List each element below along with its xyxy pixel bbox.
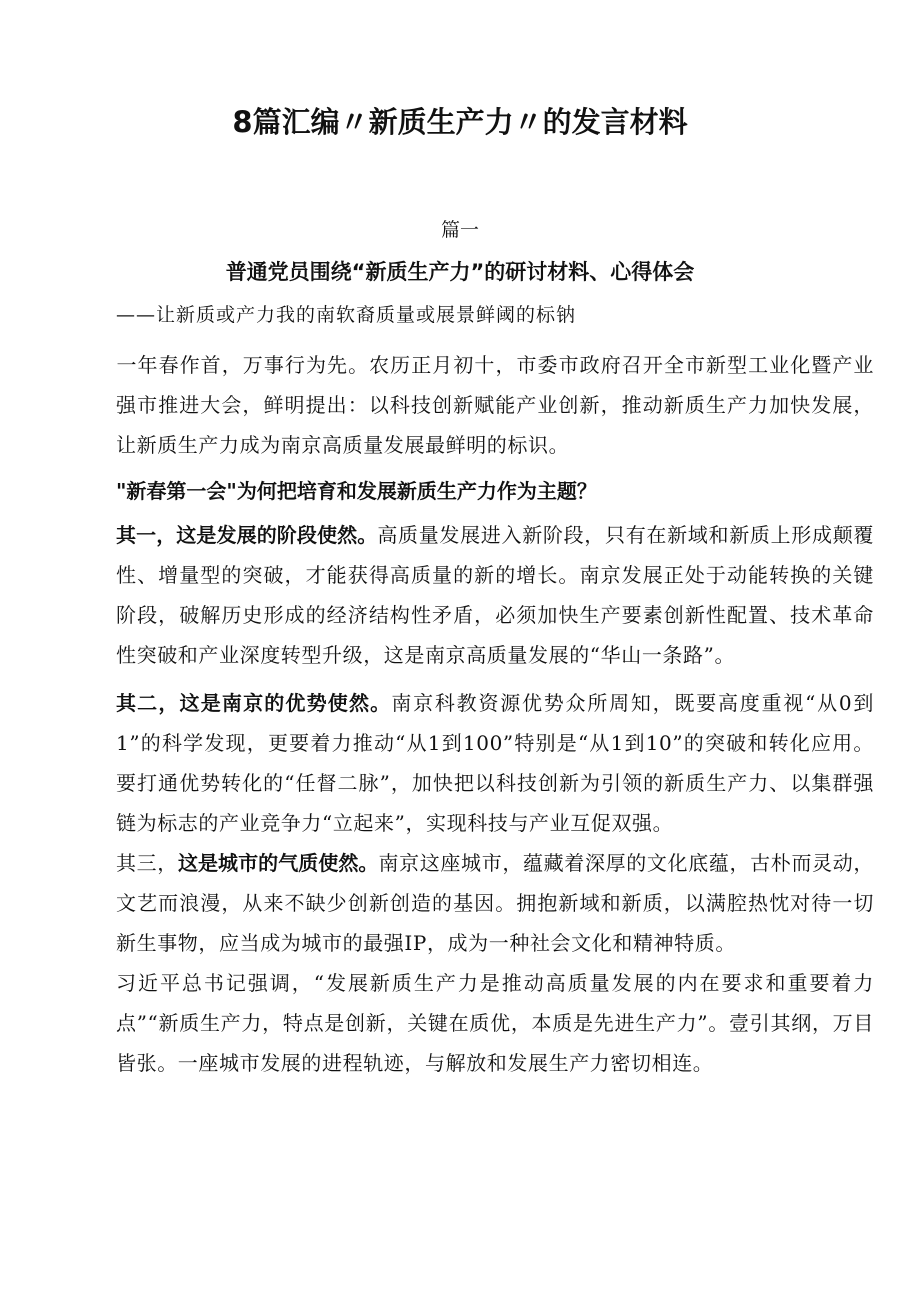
point-text-2: 南京科教资源优势众所周知，既要高度重视“从0到1”的科学发现，更要着力推动“从1到100”特别是“从1到10”的突破和转化应用。要打通优势转化的“任督二脉”，加快把以科技创新为引领的新质生产力、以集群强链为标志的产业竞争力“立起来”，实现科技与产业互促双强。	[116, 691, 875, 835]
point-paragraph-1	[116, 515, 874, 675]
point-lead-2: 其二，这是南京的优势使然。	[116, 691, 392, 715]
article-subtitle: ——让新质或产力我的南软裔质量或展景鲜阈的标钠	[116, 304, 577, 326]
point-lead-3: 这是城市的气质使然。	[177, 851, 379, 875]
intro-text: 一年春作首，万事行为先。农历正月初十，市委市政府召开全市新型工业化暨产业强市推进大会，鲜明提出：以科技创新赋能产业创新，推动新质生产力加快发展，让新质生产力成为南京高质量发展最鲜明的标识。	[116, 353, 874, 457]
document-title: 8篇汇编〃新质生产力〃的发言材料	[232, 105, 688, 139]
point-text-3: 南京这座城市，蕴藏着深厚的文化底蕴，古朴而灵动，文艺而浪漫，从来不缺少创新创造的基因。拥抱新域和新质，以满腔热忱对待一切新生事物，应当成为城市的最强IP，成为一种社会文化和精神特质。	[116, 851, 874, 955]
closing-text: 习近平总书记强调，“发展新质生产力是推动高质量发展的内在要求和重要着力点”“新质生产力，特点是创新，关键在质优，本质是先进生产力”。壹引其纲，万目皆张。一座城市发展的进程轨迹，与解放和发展生产力密切相连。	[116, 971, 874, 1075]
body-text	[116, 345, 874, 1083]
section-label: 篇一	[440, 219, 479, 241]
point-lead-prefix-3: 其三，	[116, 851, 178, 875]
intro-paragraph	[116, 345, 874, 465]
closing-paragraph	[116, 963, 874, 1083]
point-paragraph-3	[116, 843, 874, 963]
article-title: 普通党员围绕“新质生产力”的研讨材料、心得体会	[225, 260, 695, 284]
point-paragraph-2	[116, 683, 874, 843]
question-heading: "新春第一会"为何把培育和发展新质生产力作为主题？	[116, 479, 597, 503]
point-text-1: 高质量发展进入新阶段，只有在新域和新质上形成颠覆性、增量型的突破，才能获得高质量的新的增长。南京发展正处于动能转换的关键阶段，破解历史形成的经济结构性矛盾，必须加快生产要素创新性配置、技术革命性突破和产业深度转型升级，这是南京高质量发展的“华山一条路”。	[116, 523, 875, 667]
point-lead-1: 其一，这是发展的阶段使然。	[116, 523, 378, 547]
